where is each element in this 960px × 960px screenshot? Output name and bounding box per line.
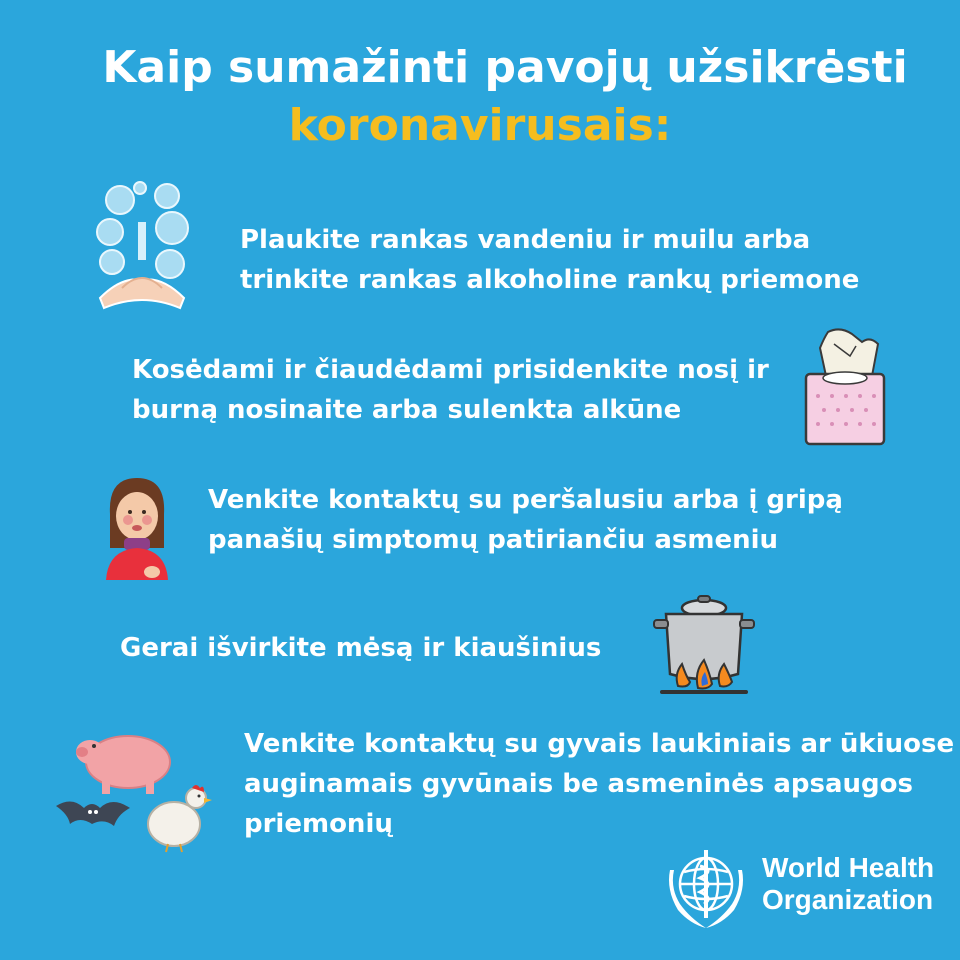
- tip-avoid-sick: [208, 480, 843, 560]
- page-title: Kaip sumažinti pavojų užsikrėsti: [102, 42, 908, 93]
- tip-line: Venkite kontaktų su peršalusiu arba į gripą: [208, 485, 843, 515]
- who-emblem-icon: [660, 840, 752, 932]
- handwash-icon: [92, 180, 192, 312]
- who-logo-line: Organization: [762, 884, 934, 915]
- tip-line: Venkite kontaktų su gyvais laukiniais ar ūkiuose: [244, 729, 955, 759]
- pig-icon: [76, 736, 170, 794]
- tip-line: priemonių: [244, 809, 393, 839]
- tip-line: trinkite rankas alkoholine rankų priemone: [240, 265, 860, 295]
- tip-line: auginamais gyvūnais be asmeninės apsaugos: [244, 769, 913, 799]
- who-logo-text: [762, 852, 934, 916]
- tip-line: burną nosinaite arba sulenkta alkūne: [132, 395, 682, 425]
- tip-handwash: [240, 220, 859, 300]
- cooking-pot-icon: [652, 594, 756, 698]
- tip-line: Kosėdami ir čiaudėdami prisidenkite nosį ir: [132, 355, 769, 385]
- page-subtitle: koronavirusais:: [288, 100, 672, 151]
- tip-line: Plaukite rankas vandeniu ir muilu arba: [240, 225, 811, 255]
- tip-cook-food: [120, 628, 601, 668]
- tissue-box-icon: [800, 326, 890, 448]
- tip-line: Gerai išvirkite mėsą ir kiaušinius: [120, 633, 602, 663]
- tip-cover-cough: [132, 350, 769, 430]
- chicken-icon: [148, 785, 212, 852]
- sick-person-icon: [102, 474, 172, 582]
- bat-icon: [56, 801, 130, 826]
- animals-icon: [54, 728, 224, 854]
- tip-avoid-animals: [244, 724, 954, 844]
- tip-line: panašių simptomų patiriančiu asmeniu: [208, 525, 779, 555]
- who-logo-line: World Health: [762, 852, 935, 883]
